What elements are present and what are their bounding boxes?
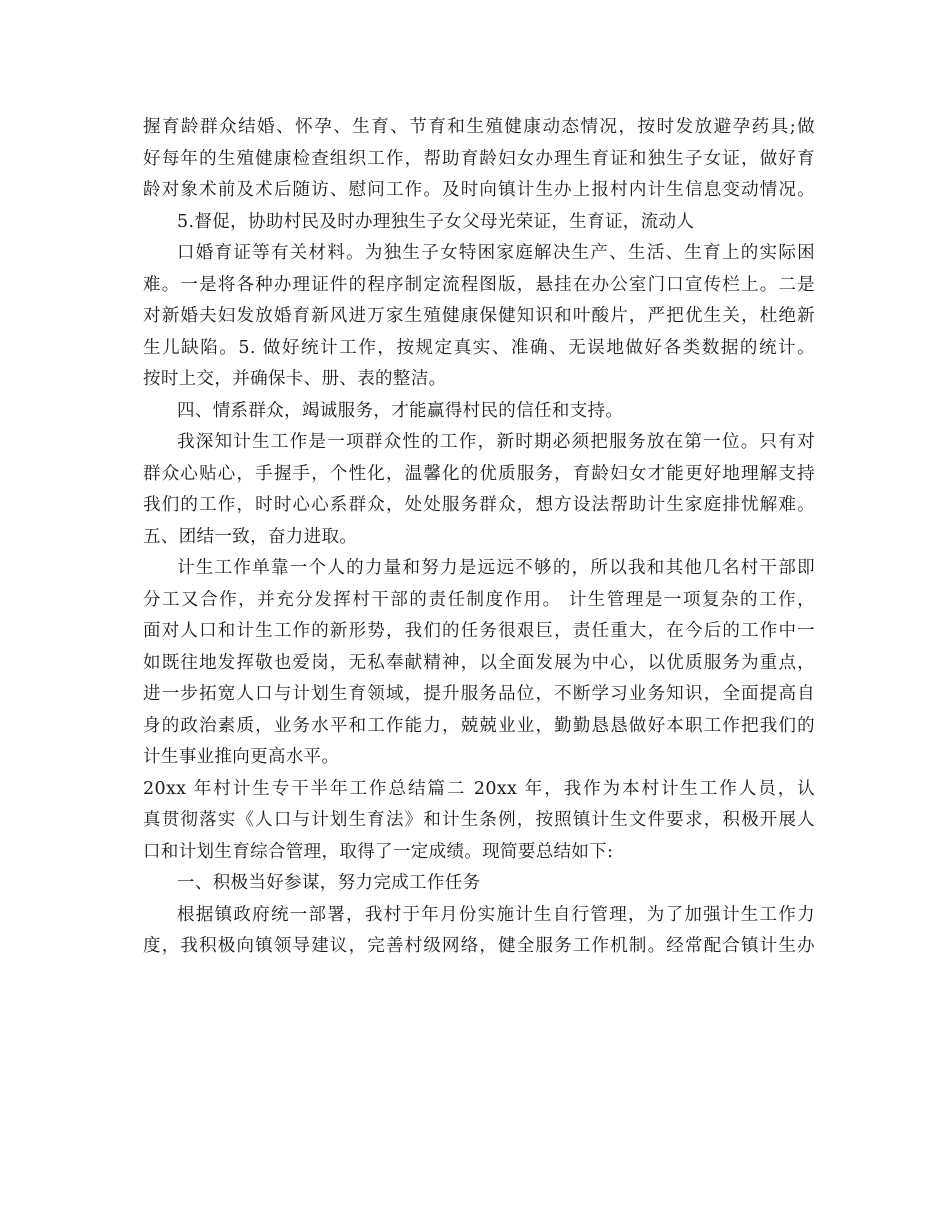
text-line: 面对人口和计生工作的新形势，我们的任务很艰巨，责任重大，在今后的工作中一	[143, 621, 815, 641]
text-line: 5.督促，协助村民及时办理独生子女父母光荣证，生育证，流动人	[177, 211, 695, 232]
text-line: 根据镇政府统一部署，我村于年月份实施计生自行管理，为了加强计生工作力	[177, 904, 815, 925]
text-line: 20xx 年村计生专干半年工作总结篇二 20xx 年，我作为本村计生工作人员，认	[143, 778, 815, 799]
text-line: 我们的工作，时时心心系群众，处处服务群众，想方设法帮助计生家庭排忧解难。	[143, 495, 815, 515]
text-line: 度，我积极向镇领导建议，完善村级网络，健全服务工作机制。经常配合镇计生办	[143, 936, 815, 956]
text-line: 龄对象术前及术后随访、慰问工作。及时向镇计生办上报村内计生信息变动情况。	[143, 180, 815, 200]
text-line: 按时上交，并确保卡、册、表的整洁。	[143, 369, 447, 389]
text-line: 计生工作单靠一个人的力量和努力是远远不够的，所以我和其他几名村干部即	[177, 558, 815, 578]
text-line: 口婚育证等有关材料。为独生子女特困家庭解决生产、生活、生育上的实际困	[177, 243, 815, 263]
text-line: 握育龄群众结婚、怀孕、生育、节育和生殖健康动态情况，按时发放避孕药具;做	[143, 117, 815, 137]
text-line: 进一步拓宽人口与计划生育领域，提升服务品位，不断学习业务知识，全面提高自	[143, 684, 815, 704]
text-line: 五、团结一致，奋力进取。	[143, 526, 358, 547]
text-line: 好每年的生殖健康检查组织工作，帮助育龄妇女办理生育证和独生子女证，做好育	[143, 148, 815, 169]
text-line: 计生事业推向更高水平。	[143, 747, 340, 767]
text-line: 真贯彻落实《人口与计划生育法》和计生条例，按照镇计生文件要求，积极开展人	[143, 810, 815, 830]
text-line: 群众心贴心，手握手，个性化，温馨化的优质服务，育龄妇女才能更好地理解支持	[143, 463, 815, 484]
text-line: 对新婚夫妇发放婚育新风进万家生殖健康保健知识和叶酸片，严把优生关，杜绝新	[143, 306, 815, 326]
text-line: 四、情系群众，竭诚服务，才能赢得村民的信任和支持。	[177, 400, 624, 421]
text-line: 身的政治素质，业务水平和工作能力，兢兢业业，勤勤恳恳做好本职工作把我们的	[143, 715, 815, 736]
text-line: 一、积极当好参谋，努力完成工作任务	[177, 873, 481, 893]
text-line: 我深知计生工作是一项群众性的工作，新时期必须把服务放在第一位。只有对	[177, 432, 815, 452]
text-line: 难。一是将各种办理证件的程序制定流程图版，悬挂在办公室门口宣传栏上。二是	[143, 274, 815, 295]
text-line: 生儿缺陷。5. 做好统计工作，按规定真实、准确、无误地做好各类数据的统计。	[143, 337, 815, 358]
text-line: 口和计划生育综合管理，取得了一定成绩。现简要总结如下:	[143, 841, 614, 862]
text-line: 分工又合作，并充分发挥村干部的责任制度作用。 计生管理是一项复杂的工作，	[143, 589, 815, 610]
text-line: 如既往地发挥敬也爱岗，无私奉献精神，以全面发展为中心，以优质服务为重点，	[143, 652, 815, 673]
